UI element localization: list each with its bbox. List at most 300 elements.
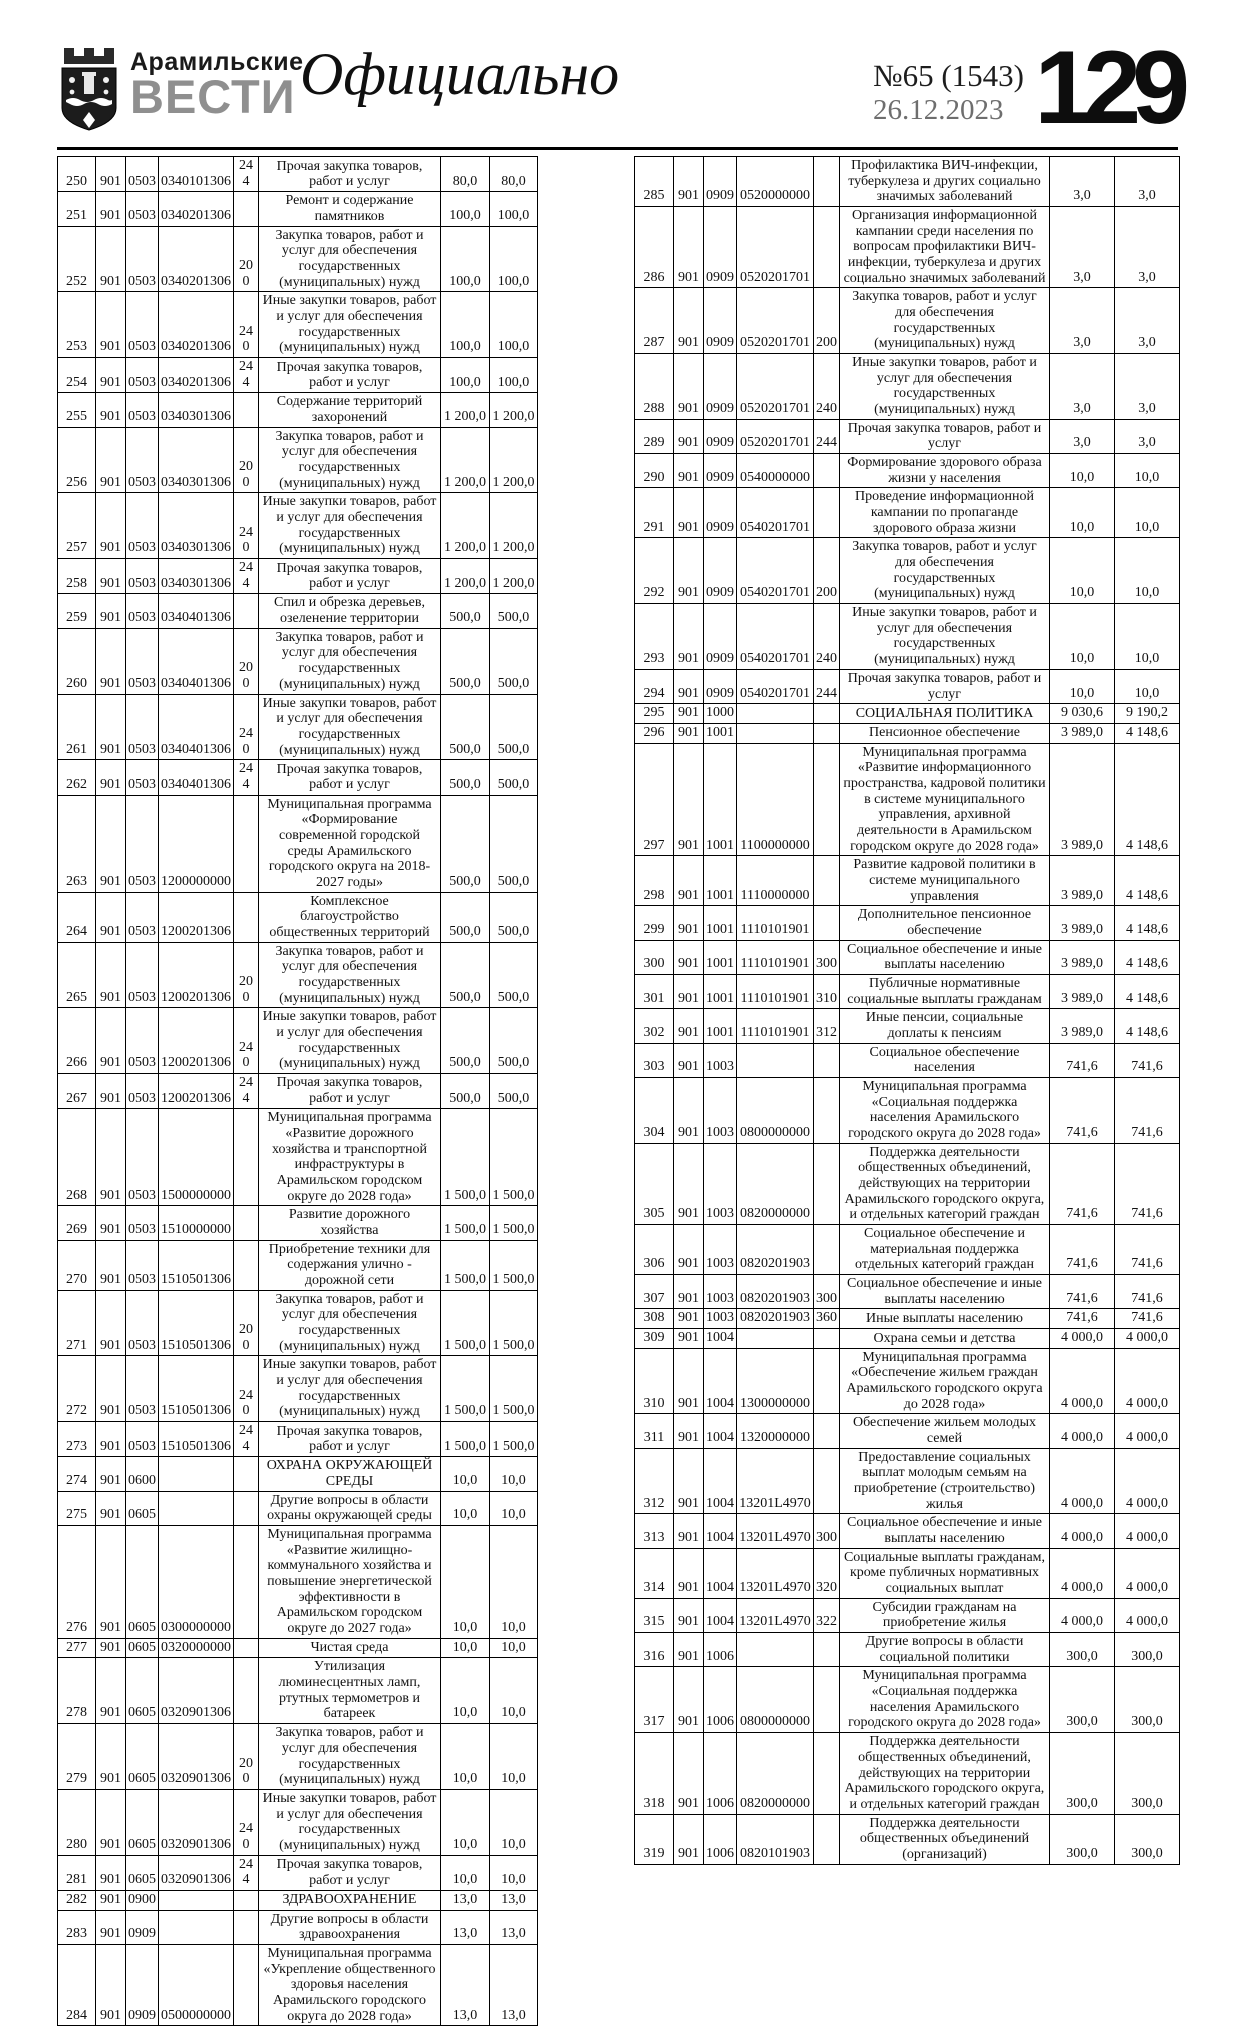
cell-v2: 13,0 [490, 1944, 538, 2025]
cell-grbs: 901 [674, 1514, 704, 1548]
cell-target: 1200201306 [159, 1008, 234, 1074]
cell-v1: 10,0 [1050, 488, 1115, 538]
cell-type: 244 [234, 1073, 259, 1108]
table-row [635, 1633, 1180, 1667]
cell-target: 0820000000 [737, 1143, 814, 1224]
cell-v1: 3 989,0 [1050, 940, 1115, 974]
table-row [635, 704, 1180, 724]
cell-num: 283 [58, 1910, 96, 1944]
cell-v2: 300,0 [1115, 1814, 1180, 1864]
cell-name: Муниципальная программа «Обеспечение жильем граждан Арамильского городского округа до 2028 года» [840, 1348, 1050, 1414]
cell-v2: 80,0 [490, 157, 538, 192]
table-row [58, 427, 538, 493]
table-row [58, 157, 538, 192]
cell-target: 0300000000 [159, 1526, 234, 1639]
cell-section: 0503 [126, 795, 159, 892]
cell-target [737, 704, 814, 724]
cell-type: 240 [234, 694, 259, 760]
cell-type [814, 1077, 840, 1143]
cell-section: 0909 [704, 288, 737, 354]
cell-num: 271 [58, 1290, 96, 1356]
cell-v2: 1 500,0 [490, 1290, 538, 1356]
cell-v1: 3,0 [1050, 207, 1115, 288]
cell-target: 0520000000 [737, 157, 814, 207]
cell-name: Прочая закупка товаров, работ и услуг [259, 157, 441, 192]
cell-section: 1001 [704, 1009, 737, 1043]
cell-type [234, 1206, 259, 1240]
cell-grbs: 901 [674, 419, 704, 453]
cell-v1: 4 000,0 [1050, 1548, 1115, 1598]
cell-target: 0320901306 [159, 1789, 234, 1855]
cell-type: 240 [234, 493, 259, 559]
cell-type: 200 [234, 427, 259, 493]
cell-name: Прочая закупка товаров, работ и услуг [840, 669, 1050, 703]
table-row [635, 538, 1180, 604]
cell-v1: 1 500,0 [441, 1240, 490, 1290]
table-row [635, 604, 1180, 670]
cell-num: 277 [58, 1638, 96, 1658]
cell-target: 0340201306 [159, 292, 234, 358]
cell-v1: 10,0 [441, 1457, 490, 1491]
cell-target: 0340401306 [159, 694, 234, 760]
cell-section: 1006 [704, 1667, 737, 1733]
cell-section: 0503 [126, 1290, 159, 1356]
cell-grbs: 901 [96, 1789, 126, 1855]
cell-target: 0540000000 [737, 454, 814, 488]
table-row [58, 942, 538, 1008]
cell-target: 0540201701 [737, 669, 814, 703]
cell-type: 244 [234, 559, 259, 594]
cell-grbs: 901 [96, 1356, 126, 1422]
cell-grbs: 901 [96, 192, 126, 226]
cell-v2: 10,0 [490, 1526, 538, 1639]
cell-section: 0909 [704, 604, 737, 670]
cell-num: 307 [635, 1275, 674, 1309]
table-row [58, 760, 538, 795]
table-row [635, 1598, 1180, 1632]
cell-target: 0820101903 [737, 1814, 814, 1864]
cell-v2: 500,0 [490, 760, 538, 795]
cell-type [814, 157, 840, 207]
cell-v2: 1 500,0 [490, 1422, 538, 1457]
budget-table-left [57, 156, 538, 2026]
cell-section: 0503 [126, 942, 159, 1008]
cell-name: ОХРАНА ОКРУЖАЮЩЕЙ СРЕДЫ [259, 1457, 441, 1491]
cell-name: Формирование здорового образа жизни у населения [840, 454, 1050, 488]
cell-name: Прочая закупка товаров, работ и услуг [840, 419, 1050, 453]
cell-num: 312 [635, 1448, 674, 1514]
cell-num: 254 [58, 358, 96, 393]
cell-target [737, 1329, 814, 1349]
cell-grbs: 901 [96, 1240, 126, 1290]
cell-v1: 3 989,0 [1050, 856, 1115, 906]
cell-type [234, 1526, 259, 1639]
cell-type [814, 1633, 840, 1667]
cell-target: 0800000000 [737, 1077, 814, 1143]
cell-grbs: 901 [96, 393, 126, 427]
cell-target: 1100000000 [737, 743, 814, 856]
table-row [58, 694, 538, 760]
cell-v1: 300,0 [1050, 1633, 1115, 1667]
cell-target [737, 1633, 814, 1667]
cell-section: 0503 [126, 157, 159, 192]
cell-grbs: 901 [96, 1491, 126, 1525]
cell-v2: 1 500,0 [490, 1240, 538, 1290]
cell-name: Иные закупки товаров, работ и услуг для обеспечения государственных (муниципальных) нужд [259, 1356, 441, 1422]
newspaper-title-line1: Арамильские [130, 48, 304, 76]
cell-num: 273 [58, 1422, 96, 1457]
cell-name: Муниципальная программа «Развитие жилищно-коммунального хозяйства и повышение энергетической эффективности в Арамильском городском округе до 2027 года» [259, 1526, 441, 1639]
cell-section: 1003 [704, 1309, 737, 1329]
cell-grbs: 901 [674, 1309, 704, 1329]
cell-v1: 10,0 [1050, 669, 1115, 703]
cell-grbs: 901 [674, 1598, 704, 1632]
table-row [58, 1356, 538, 1422]
cell-v1: 3 989,0 [1050, 974, 1115, 1008]
cell-num: 289 [635, 419, 674, 453]
cell-grbs: 901 [674, 723, 704, 743]
cell-name: Публичные нормативные социальные выплаты гражданам [840, 974, 1050, 1008]
cell-section: 1001 [704, 906, 737, 940]
cell-num: 309 [635, 1329, 674, 1349]
cell-num: 292 [635, 538, 674, 604]
newspaper-title [130, 48, 304, 123]
cell-type: 200 [814, 538, 840, 604]
cell-section: 0600 [126, 1457, 159, 1491]
cell-section: 1004 [704, 1598, 737, 1632]
cell-target: 1510501306 [159, 1422, 234, 1457]
cell-type: 200 [234, 628, 259, 694]
cell-type [814, 488, 840, 538]
cell-name: Муниципальная программа «Социальная поддержка населения Арамильского городского округа до 2028 года» [840, 1667, 1050, 1733]
cell-v2: 3,0 [1115, 354, 1180, 420]
cell-v1: 1 500,0 [441, 1422, 490, 1457]
cell-target: 0340201306 [159, 226, 234, 292]
cell-name: Иные закупки товаров, работ и услуг для обеспечения государственных (муниципальных) нужд [840, 354, 1050, 420]
cell-target: 0340201306 [159, 192, 234, 226]
cell-type: 244 [814, 419, 840, 453]
table-row [58, 559, 538, 594]
cell-type [814, 1043, 840, 1077]
cell-type [814, 1143, 840, 1224]
cell-name: Поддержка деятельности общественных объединений, действующих на территории Арамильского городского округа, и отдельных категорий граждан [840, 1143, 1050, 1224]
cell-target: 1200201306 [159, 892, 234, 942]
cell-grbs: 901 [674, 1009, 704, 1043]
cell-section: 0909 [704, 488, 737, 538]
cell-v1: 300,0 [1050, 1733, 1115, 1814]
cell-v2: 10,0 [490, 1638, 538, 1658]
cell-num: 261 [58, 694, 96, 760]
cell-name: Развитие кадровой политики в системе муниципального управления [840, 856, 1050, 906]
cell-section: 0503 [126, 594, 159, 628]
cell-name: Прочая закупка товаров, работ и услуг [259, 760, 441, 795]
newspaper-logo [58, 48, 304, 132]
cell-grbs: 901 [674, 1733, 704, 1814]
cell-name: Иные закупки товаров, работ и услуг для обеспечения государственных (муниципальных) нужд [259, 292, 441, 358]
cell-grbs: 901 [96, 1910, 126, 1944]
cell-section: 1004 [704, 1448, 737, 1514]
cell-num: 255 [58, 393, 96, 427]
cell-v1: 1 500,0 [441, 1206, 490, 1240]
table-row [635, 856, 1180, 906]
cell-type: 240 [814, 604, 840, 670]
cell-grbs: 901 [674, 1633, 704, 1667]
cell-target: 0500000000 [159, 1944, 234, 2025]
cell-grbs: 901 [96, 1073, 126, 1108]
cell-target [737, 1043, 814, 1077]
table-row [58, 1240, 538, 1290]
cell-name: Закупка товаров, работ и услуг для обеспечения государственных (муниципальных) нужд [259, 1290, 441, 1356]
cell-v2: 3,0 [1115, 419, 1180, 453]
cell-target: 0320901306 [159, 1724, 234, 1790]
cell-num: 264 [58, 892, 96, 942]
cell-grbs: 901 [96, 1008, 126, 1074]
cell-target: 0340301306 [159, 493, 234, 559]
cell-grbs: 901 [96, 1422, 126, 1457]
cell-name: Содержание территорий захоронений [259, 393, 441, 427]
table-row [635, 1348, 1180, 1414]
cell-grbs: 901 [674, 604, 704, 670]
cell-section: 0605 [126, 1724, 159, 1790]
cell-num: 260 [58, 628, 96, 694]
cell-num: 304 [635, 1077, 674, 1143]
table-row [635, 1309, 1180, 1329]
cell-name: Социальное обеспечение населения [840, 1043, 1050, 1077]
cell-v1: 741,6 [1050, 1077, 1115, 1143]
cell-type [814, 856, 840, 906]
cell-v1: 10,0 [1050, 604, 1115, 670]
table-row [58, 1789, 538, 1855]
cell-grbs: 901 [96, 1638, 126, 1658]
cell-v2: 500,0 [490, 942, 538, 1008]
cell-v1: 300,0 [1050, 1814, 1115, 1864]
cell-v2: 300,0 [1115, 1667, 1180, 1733]
table-row [635, 1009, 1180, 1043]
cell-grbs: 901 [674, 488, 704, 538]
cell-v2: 10,0 [490, 1724, 538, 1790]
cell-grbs: 901 [674, 354, 704, 420]
cell-v1: 3 989,0 [1050, 906, 1115, 940]
cell-target [737, 723, 814, 743]
cell-section: 0503 [126, 1356, 159, 1422]
cell-grbs: 901 [674, 288, 704, 354]
cell-target: 1510000000 [159, 1206, 234, 1240]
cell-type [814, 743, 840, 856]
cell-v1: 3,0 [1050, 419, 1115, 453]
cell-name: Закупка товаров, работ и услуг для обеспечения государственных (муниципальных) нужд [840, 288, 1050, 354]
cell-v1: 3 989,0 [1050, 743, 1115, 856]
cell-v2: 100,0 [490, 192, 538, 226]
cell-grbs: 901 [96, 594, 126, 628]
cell-grbs: 901 [96, 1206, 126, 1240]
cell-grbs: 901 [96, 1526, 126, 1639]
cell-num: 294 [635, 669, 674, 703]
cell-grbs: 901 [96, 358, 126, 393]
cell-num: 256 [58, 427, 96, 493]
cell-v1: 4 000,0 [1050, 1598, 1115, 1632]
cell-grbs: 901 [674, 1414, 704, 1448]
cell-num: 306 [635, 1225, 674, 1275]
cell-v2: 741,6 [1115, 1225, 1180, 1275]
cell-section: 1004 [704, 1514, 737, 1548]
cell-section: 0503 [126, 559, 159, 594]
cell-name: Приобретение техники для содержания улично - дорожной сети [259, 1240, 441, 1290]
cell-section: 1003 [704, 1077, 737, 1143]
cell-name: Муниципальная программа «Социальная поддержка населения Арамильского городского округа до 2028 года» [840, 1077, 1050, 1143]
cell-section: 0503 [126, 760, 159, 795]
cell-type: 240 [234, 1356, 259, 1422]
cell-grbs: 901 [96, 493, 126, 559]
cell-num: 285 [635, 157, 674, 207]
cell-num: 281 [58, 1855, 96, 1890]
cell-name: Ремонт и содержание памятников [259, 192, 441, 226]
cell-grbs: 901 [674, 207, 704, 288]
cell-section: 1001 [704, 743, 737, 856]
cell-type [814, 1329, 840, 1349]
page-header [0, 0, 1241, 150]
cell-section: 0503 [126, 1109, 159, 1206]
cell-num: 265 [58, 942, 96, 1008]
cell-num: 298 [635, 856, 674, 906]
cell-num: 288 [635, 354, 674, 420]
cell-section: 0909 [704, 157, 737, 207]
cell-v2: 741,6 [1115, 1309, 1180, 1329]
cell-name: Иные выплаты населению [840, 1309, 1050, 1329]
cell-v1: 3 989,0 [1050, 723, 1115, 743]
cell-section: 1004 [704, 1414, 737, 1448]
cell-section: 0605 [126, 1855, 159, 1890]
cell-v2: 10,0 [1115, 669, 1180, 703]
cell-v2: 300,0 [1115, 1733, 1180, 1814]
cell-section: 0605 [126, 1491, 159, 1525]
cell-num: 279 [58, 1724, 96, 1790]
cell-num: 319 [635, 1814, 674, 1864]
cell-name: Комплексное благоустройство общественных территорий [259, 892, 441, 942]
cell-type: 244 [234, 358, 259, 393]
cell-type: 310 [814, 974, 840, 1008]
cell-type [814, 1348, 840, 1414]
cell-grbs: 901 [674, 906, 704, 940]
cell-v1: 741,6 [1050, 1143, 1115, 1224]
cell-v2: 100,0 [490, 226, 538, 292]
cell-target: 1110101901 [737, 1009, 814, 1043]
cell-target: 0520201701 [737, 207, 814, 288]
cell-type [814, 1667, 840, 1733]
cell-num: 276 [58, 1526, 96, 1639]
table-row [58, 1658, 538, 1724]
cell-target: 0340201306 [159, 358, 234, 393]
table-row [635, 1275, 1180, 1309]
cell-v2: 4 148,6 [1115, 723, 1180, 743]
cell-v1: 500,0 [441, 594, 490, 628]
cell-name: Муниципальная программа «Укрепление общественного здоровья населения Арамильского городского округа до 2028 года» [259, 1944, 441, 2025]
cell-name: Развитие дорожного хозяйства [259, 1206, 441, 1240]
cell-num: 270 [58, 1240, 96, 1290]
cell-target [159, 1491, 234, 1525]
cell-section: 0503 [126, 192, 159, 226]
cell-section: 1001 [704, 723, 737, 743]
cell-v2: 741,6 [1115, 1143, 1180, 1224]
cell-v2: 4 000,0 [1115, 1548, 1180, 1598]
cell-type [814, 1225, 840, 1275]
cell-num: 313 [635, 1514, 674, 1548]
cell-type [814, 723, 840, 743]
table-row [635, 974, 1180, 1008]
cell-v1: 10,0 [441, 1491, 490, 1525]
table-row [58, 1457, 538, 1491]
cell-name: Проведение информационной кампании по пропаганде здорового образа жизни [840, 488, 1050, 538]
cell-section: 1003 [704, 1225, 737, 1275]
cell-target: 0520201701 [737, 419, 814, 453]
cell-section: 0503 [126, 1008, 159, 1074]
cell-v1: 10,0 [441, 1789, 490, 1855]
cell-target: 0340301306 [159, 559, 234, 594]
cell-num: 290 [635, 454, 674, 488]
cell-v2: 3,0 [1115, 288, 1180, 354]
cell-v2: 10,0 [1115, 454, 1180, 488]
cell-num: 275 [58, 1491, 96, 1525]
cell-v1: 4 000,0 [1050, 1329, 1115, 1349]
table-row [58, 1890, 538, 1910]
cell-grbs: 901 [96, 694, 126, 760]
cell-name: Закупка товаров, работ и услуг для обеспечения государственных (муниципальных) нужд [259, 628, 441, 694]
section-title: Официально [300, 41, 620, 107]
cell-type: 200 [234, 942, 259, 1008]
cell-grbs: 901 [674, 1548, 704, 1598]
cell-v2: 1 500,0 [490, 1109, 538, 1206]
cell-grbs: 901 [674, 1667, 704, 1733]
cell-section: 0503 [126, 892, 159, 942]
table-row [635, 1414, 1180, 1448]
cell-section: 0503 [126, 1240, 159, 1290]
cell-num: 315 [635, 1598, 674, 1632]
cell-type [234, 1240, 259, 1290]
cell-target: 1110101901 [737, 906, 814, 940]
cell-v1: 1 500,0 [441, 1290, 490, 1356]
cell-grbs: 901 [674, 1077, 704, 1143]
cell-grbs: 901 [674, 1043, 704, 1077]
cell-num: 262 [58, 760, 96, 795]
cell-type [814, 1733, 840, 1814]
cell-v1: 3 989,0 [1050, 1009, 1115, 1043]
cell-target: 0820201903 [737, 1309, 814, 1329]
cell-target: 1510501306 [159, 1240, 234, 1290]
cell-section: 0503 [126, 427, 159, 493]
cell-name: Социальное обеспечение и иные выплаты населению [840, 1275, 1050, 1309]
cell-v1: 4 000,0 [1050, 1414, 1115, 1448]
cell-grbs: 901 [96, 795, 126, 892]
cell-v1: 500,0 [441, 1008, 490, 1074]
cell-num: 299 [635, 906, 674, 940]
cell-v2: 4 000,0 [1115, 1329, 1180, 1349]
cell-num: 253 [58, 292, 96, 358]
cell-type [234, 1638, 259, 1658]
cell-v2: 10,0 [490, 1855, 538, 1890]
cell-name: Профилактика ВИЧ-инфекции, туберкулеза и других социально значимых заболеваний [840, 157, 1050, 207]
table-row [58, 1855, 538, 1890]
cell-name: Пенсионное обеспечение [840, 723, 1050, 743]
cell-v1: 100,0 [441, 192, 490, 226]
table-row [58, 594, 538, 628]
cell-v2: 300,0 [1115, 1633, 1180, 1667]
cell-type [234, 1910, 259, 1944]
cell-type [234, 1890, 259, 1910]
cell-name: Муниципальная программа «Формирование современной городской среды Арамильского городского округа на 2018-2027 годы» [259, 795, 441, 892]
cell-target: 1300000000 [737, 1348, 814, 1414]
table-row [58, 1638, 538, 1658]
cell-v1: 500,0 [441, 795, 490, 892]
cell-type [814, 1448, 840, 1514]
